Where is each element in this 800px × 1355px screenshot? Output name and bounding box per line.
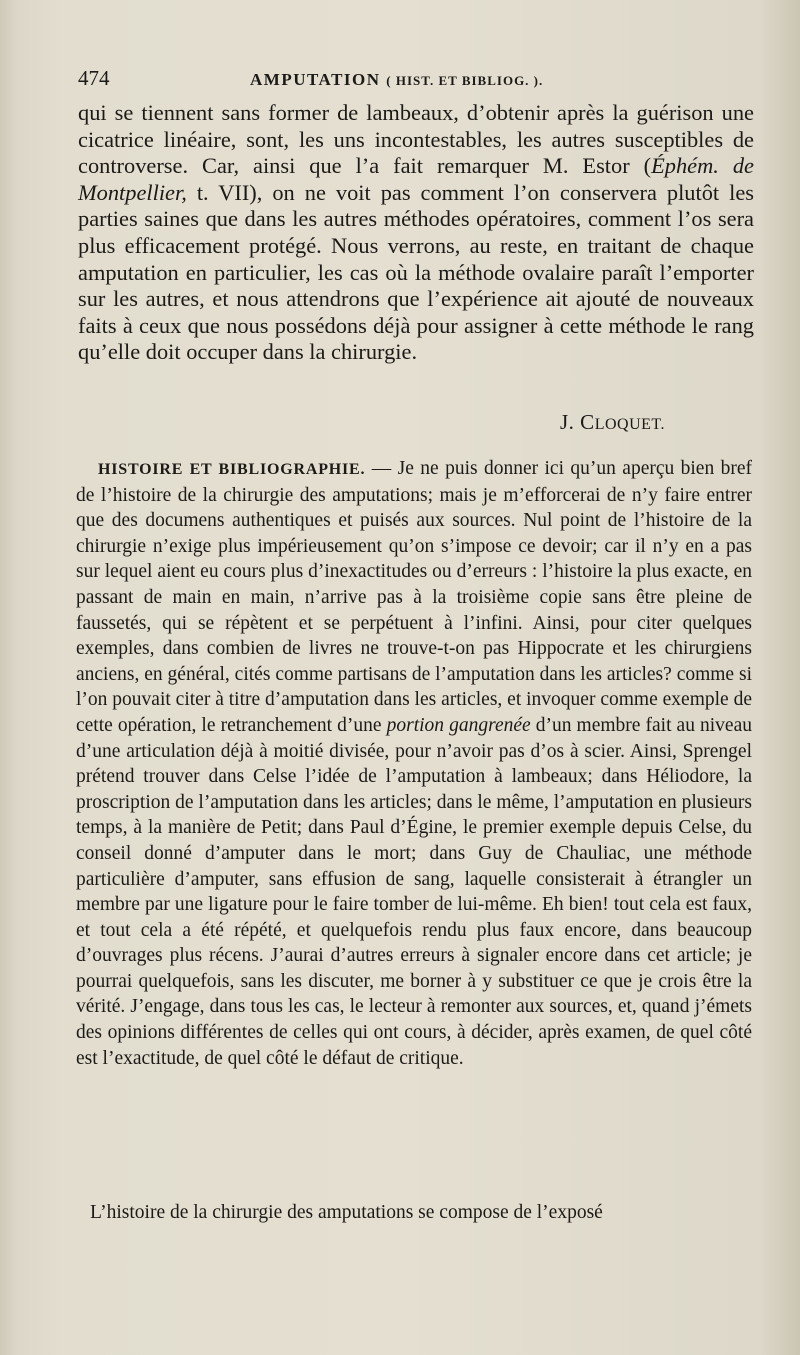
- signature-initial: J. C: [560, 410, 595, 434]
- paragraph-text: d’un membre fait au niveau d’une articulation déjà à moitié divisée, pour n’avoir pas d’os à scier. Ainsi, Sprengel prétend trouver dans Celse l’idée de l’amputation à lambeaux; dans Héliodore, la proscription de l’amputation dans les articles; dans le même, l’amputation en plusieurs temps, à la manière de Petit; dans Paul d’Égine, le premier exemple depuis Celse, du conseil donné d’amputer dans le mort; dans Guy de Chauliac, une méthode particulière d’amputer, sans effusion de sang, laquelle consisterait à étrangler un membre par une ligature pour le faire tomber de lui-même. Eh bien! tout cela est faux, et tout cela a été répété, et quelquefois rendu plus faux encore, dans beaucoup d’ouvrages plus récens. J’aurai d’autres erreurs à signaler encore dans cet article; je pourrai quelquefois, sans les discuter, me borner à y substituer ce que je crois être la vérité. J’engage, dans tous les cas, le lecteur à remonter aux sources, et, quand j’émets des opinions différentes de celles qui ont cours, à décider, après examen, de quel côté est l’exactitude, de quel côté le défaut de critique.: [76, 714, 752, 1069]
- paragraph-text: qui se tiennent sans former de lambeaux, d’obtenir après la guérison une cicatrice linéaire, sont, les uns incontestables, les autres susceptibles de controverse. Car, ainsi que l’a fait remarquer M. Estor (: [78, 100, 754, 179]
- paragraph-histoire: [76, 456, 752, 1071]
- paragraph-last-line: L’histoire de la chirurgie des amputations se compose de l’exposé: [90, 1202, 603, 1223]
- section-heading: HISTOIRE ET BIBLIOGRAPHIE.: [98, 461, 366, 478]
- paragraph-text: — Je ne puis donner ici qu’un aperçu bien bref de l’histoire de la chirurgie des amputations; mais je m’efforcerai de n’y faire entrer que des documens authentiques et puisés aux sources. Nul point de l’histoire de la chirurgie n’exige plus impérieusement qu’on s’impose ce devoir; car il n’y en a pas sur lequel aient eu cours plus d’inexactitudes ou d’erreurs : l’histoire la plus exacte, en passant de main en main, n’arrive pas à la troisième copie sans être pleine de faussetés, qui se répètent et se perpétuent à l’infini. Ainsi, pour citer quelques exemples, dans combien de livres ne trouve-t-on pas Hippocrate et les chirurgiens anciens, en général, cités comme partisans de l’amputation dans les articles? comme si l’on pouvait citer à titre d’amputation dans les articles, et invoquer comme exemple de cette opération, le retranchement d’une: [76, 458, 753, 736]
- running-title-sub: ( HIST. ET BIBLIOG. ).: [386, 73, 544, 88]
- author-signature: [560, 410, 665, 435]
- paragraph-text: t. VII), on ne voit pas comment l’on conservera plutôt les parties saines que dans les autres méthodes opératoires, comment l’os sera plus efficacement protégé. Nous verrons, au reste, en traitant de chaque amputation en particulier, les cas où la méthode ovalaire paraît l’emporter sur les autres, et nous attendrons que l’expérience ait ajouté de nouveaux faits à ceux que nous possédons déjà pour assigner à cette méthode le rang qu’elle doit occuper dans la chirurgie.: [78, 179, 754, 365]
- italic-phrase: portion gangrenée: [386, 714, 531, 736]
- running-title-main: AMPUTATION: [250, 70, 381, 89]
- page-number: 474: [78, 66, 110, 90]
- running-header: [78, 66, 758, 96]
- signature-rest: LOQUET.: [594, 416, 665, 433]
- running-title: [250, 70, 543, 90]
- citation-title: Éphém. de Montpellier,: [78, 153, 754, 205]
- paragraph-methode-ovalaire: [78, 100, 754, 366]
